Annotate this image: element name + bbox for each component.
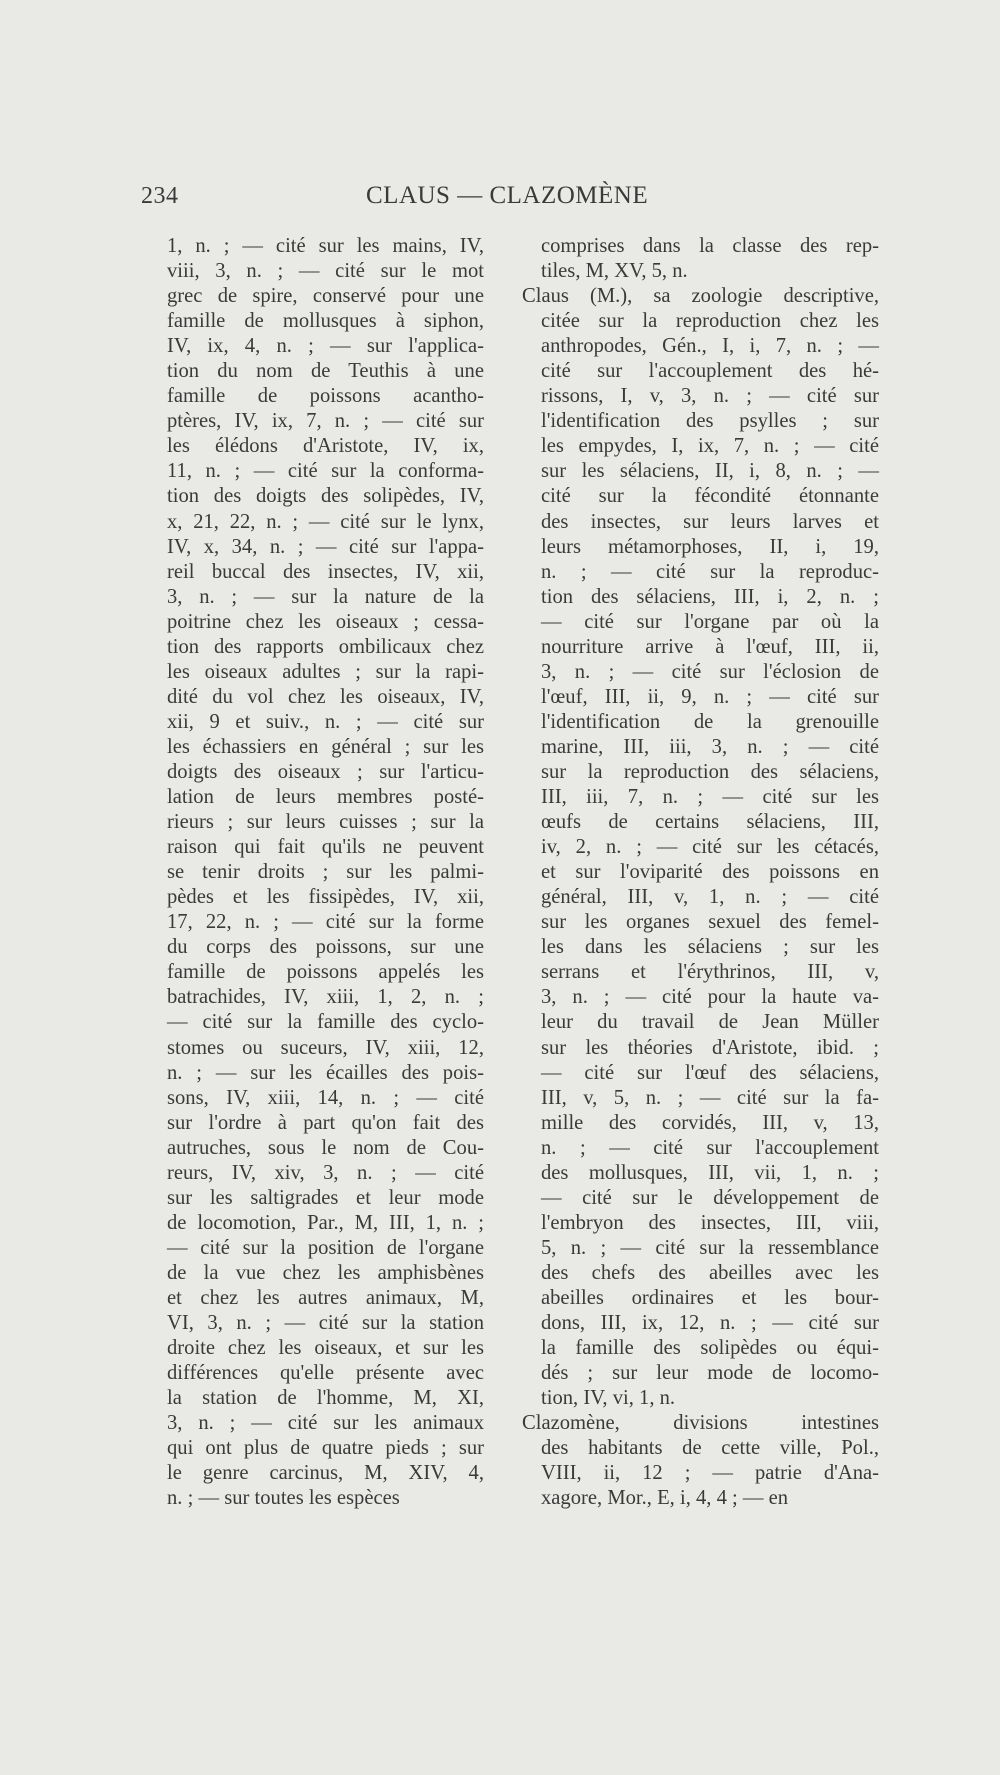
text-line: 3, n. ; — cité pour la haute va- [541,986,879,1009]
text-line: de locomotion, Par., M, III, 1, n. ; [167,1211,484,1234]
text-line: pèdes et les fissipèdes, IV, xii, [167,886,484,909]
text-line: 1, n. ; — cité sur les mains, IV, [167,235,484,257]
text-line: — cité sur l'organe par où la [541,610,879,633]
running-title: CLAUS — CLAZOMÈNE [366,182,649,209]
text-line: l'identification de la grenouille [541,710,879,733]
text-line: sur les théories d'Aristote, ibid. ; [541,1036,879,1059]
text-line: des habitants de cette ville, Pol., [541,1437,879,1460]
text-line: droite chez les oiseaux, et sur les [167,1337,484,1360]
text-line: abeilles ordinaires et les bour- [541,1286,879,1309]
text-line: 17, 22, n. ; — cité sur la forme [167,911,484,934]
text-line: cité sur la fécondité étonnante [541,485,879,508]
page-number: 234 [141,183,179,209]
text-line: l'embryon des insectes, III, viii, [541,1211,879,1234]
text-line: Clazomène, divisions intestines [522,1412,879,1435]
text-line: doigts des oiseaux ; sur l'articu- [167,760,484,783]
text-line: dité du vol chez les oiseaux, IV, [167,685,484,708]
text-line: stomes ou suceurs, IV, xiii, 12, [167,1036,484,1059]
text-line: et chez les autres animaux, M, [167,1286,484,1309]
text-line: serrans et l'érythrinos, III, v, [541,961,879,984]
text-line: xii, 9 et suiv., n. ; — cité sur [167,710,484,733]
text-line: les dans les sélaciens ; sur les [541,936,879,959]
text-line: dés ; sur leur mode de locomo- [541,1362,879,1385]
text-line: dons, III, ix, 12, n. ; — cité sur [541,1312,879,1335]
text-line: viii, 3, n. ; — cité sur le mot [167,260,484,283]
text-line: tion du nom de Teuthis à une [167,360,484,383]
text-line: du corps des poissons, sur une [167,936,484,959]
text-line: lation de leurs membres posté- [167,786,484,809]
text-line: cité sur l'accouplement des hé- [541,360,879,383]
text-line: tion, IV, vi, 1, n. [541,1387,676,1410]
text-line: leur du travail de Jean Müller [541,1011,879,1034]
text-line: III, iii, 7, n. ; — cité sur les [541,786,879,809]
text-line: 3, n. ; — sur la nature de la [167,585,484,608]
text-line: œufs de certains sélaciens, III, [541,811,879,834]
text-line: les échassiers en général ; sur les [167,735,484,758]
text-line: iv, 2, n. ; — cité sur les cétacés, [541,836,879,859]
text-line: tiles, M, XV, 5, n. [541,260,688,283]
text-line: Claus (M.), sa zoologie descriptive, [522,285,879,308]
text-line: IV, x, 34, n. ; — cité sur l'appa- [167,535,484,558]
text-line: des chefs des abeilles avec les [541,1261,879,1284]
text-line: tion des doigts des solipèdes, IV, [167,485,484,508]
text-line: le genre carcinus, M, XIV, 4, [167,1462,484,1485]
text-line: des mollusques, III, vii, 1, n. ; [541,1161,879,1184]
text-line: xagore, Mor., E, i, 4, 4 ; — en [541,1487,789,1510]
text-line: mille des corvidés, III, v, 13, [541,1111,879,1134]
text-line: se tenir droits ; sur les palmi- [167,861,484,884]
text-line: marine, III, iii, 3, n. ; — cité [541,735,879,758]
text-line: batrachides, IV, xiii, 1, 2, n. ; [167,986,484,1009]
text-line: sons, IV, xiii, 14, n. ; — cité [167,1086,484,1109]
text-line: grec de spire, conservé pour une [167,285,484,308]
text-line: IV, ix, 4, n. ; — sur l'applica- [167,335,484,358]
text-line: sur les sélaciens, II, i, 8, n. ; — [541,460,879,483]
text-line: l'identification des psylles ; sur [541,410,879,433]
text-line: — cité sur le développement de [541,1186,879,1209]
text-line: famille de mollusques à siphon, [167,310,484,333]
text-line: ptères, IV, ix, 7, n. ; — cité sur [167,410,484,433]
text-line: — cité sur la famille des cyclo- [167,1011,484,1034]
text-line: sur l'ordre à part qu'on fait des [167,1111,484,1134]
text-line: 3, n. ; — cité sur l'éclosion de [541,660,879,683]
text-line: x, 21, 22, n. ; — cité sur le lynx, [167,510,484,533]
text-line: — cité sur la position de l'organe [167,1236,484,1259]
text-line: les élédons d'Aristote, IV, ix, [167,435,484,458]
text-line: rieurs ; sur leurs cuisses ; sur la [167,811,484,834]
text-line: des insectes, sur leurs larves et [541,510,879,533]
text-line: tion des rapports ombilicaux chez [167,635,484,658]
text-line: famille de poissons appelés les [167,961,484,984]
text-line: 5, n. ; — cité sur la ressemblance [541,1236,879,1259]
text-line: sur les organes sexuel des femel- [541,911,879,934]
text-line: n. ; — cité sur l'accouplement [541,1136,879,1159]
right-column [522,234,879,1511]
text-line: l'œuf, III, ii, 9, n. ; — cité sur [541,685,879,708]
text-line: qui ont plus de quatre pieds ; sur [167,1437,484,1460]
text-line: — cité sur l'œuf des sélaciens, [541,1061,879,1084]
text-line: nourriture arrive à l'œuf, III, ii, [541,635,879,658]
text-line: famille de poissons acantho- [167,385,484,408]
text-line: les oiseaux adultes ; sur la rapi- [167,660,484,683]
text-line: général, III, v, 1, n. ; — cité [541,886,879,909]
text-line: citée sur la reproduction chez les [541,310,879,333]
text-line: III, v, 5, n. ; — cité sur la fa- [541,1086,879,1109]
text-line: tion des sélaciens, III, i, 2, n. ; [541,585,879,608]
text-line: autruches, sous le nom de Cou- [167,1136,484,1159]
text-line: 3, n. ; — cité sur les animaux [167,1412,484,1435]
text-line: n. ; — cité sur la reproduc- [541,560,879,583]
text-line: comprises dans la classe des rep- [541,235,879,257]
text-line: rissons, I, v, 3, n. ; — cité sur [541,385,879,408]
text-line: sur les saltigrades et leur mode [167,1186,484,1209]
text-line: de la vue chez les amphisbènes [167,1261,484,1284]
text-line: n. ; — sur toutes les espèces [167,1487,400,1510]
text-line: la famille des solipèdes ou équi- [541,1337,879,1360]
text-line: reil buccal des insectes, IV, xii, [167,560,484,583]
text-line: n. ; — sur les écailles des pois- [167,1061,484,1084]
text-line: leurs métamorphoses, II, i, 19, [541,535,879,558]
text-line: sur la reproduction des sélaciens, [541,760,879,783]
left-column [167,234,484,1511]
text-line: VIII, ii, 12 ; — patrie d'Ana- [541,1462,879,1485]
text-line: anthropodes, Gén., I, i, 7, n. ; — [541,335,879,358]
text-line: raison qui fait qu'ils ne peuvent [167,836,484,859]
text-line: les empydes, I, ix, 7, n. ; — cité [541,435,879,458]
text-line: 11, n. ; — cité sur la conforma- [167,460,484,483]
text-line: VI, 3, n. ; — cité sur la station [167,1312,484,1335]
text-line: reurs, IV, xiv, 3, n. ; — cité [167,1161,484,1184]
text-line: et sur l'oviparité des poissons en [541,861,879,884]
text-line: la station de l'homme, M, XI, [167,1387,484,1410]
text-line: différences qu'elle présente avec [167,1362,484,1385]
text-line: poitrine chez les oiseaux ; cessa- [167,610,484,633]
